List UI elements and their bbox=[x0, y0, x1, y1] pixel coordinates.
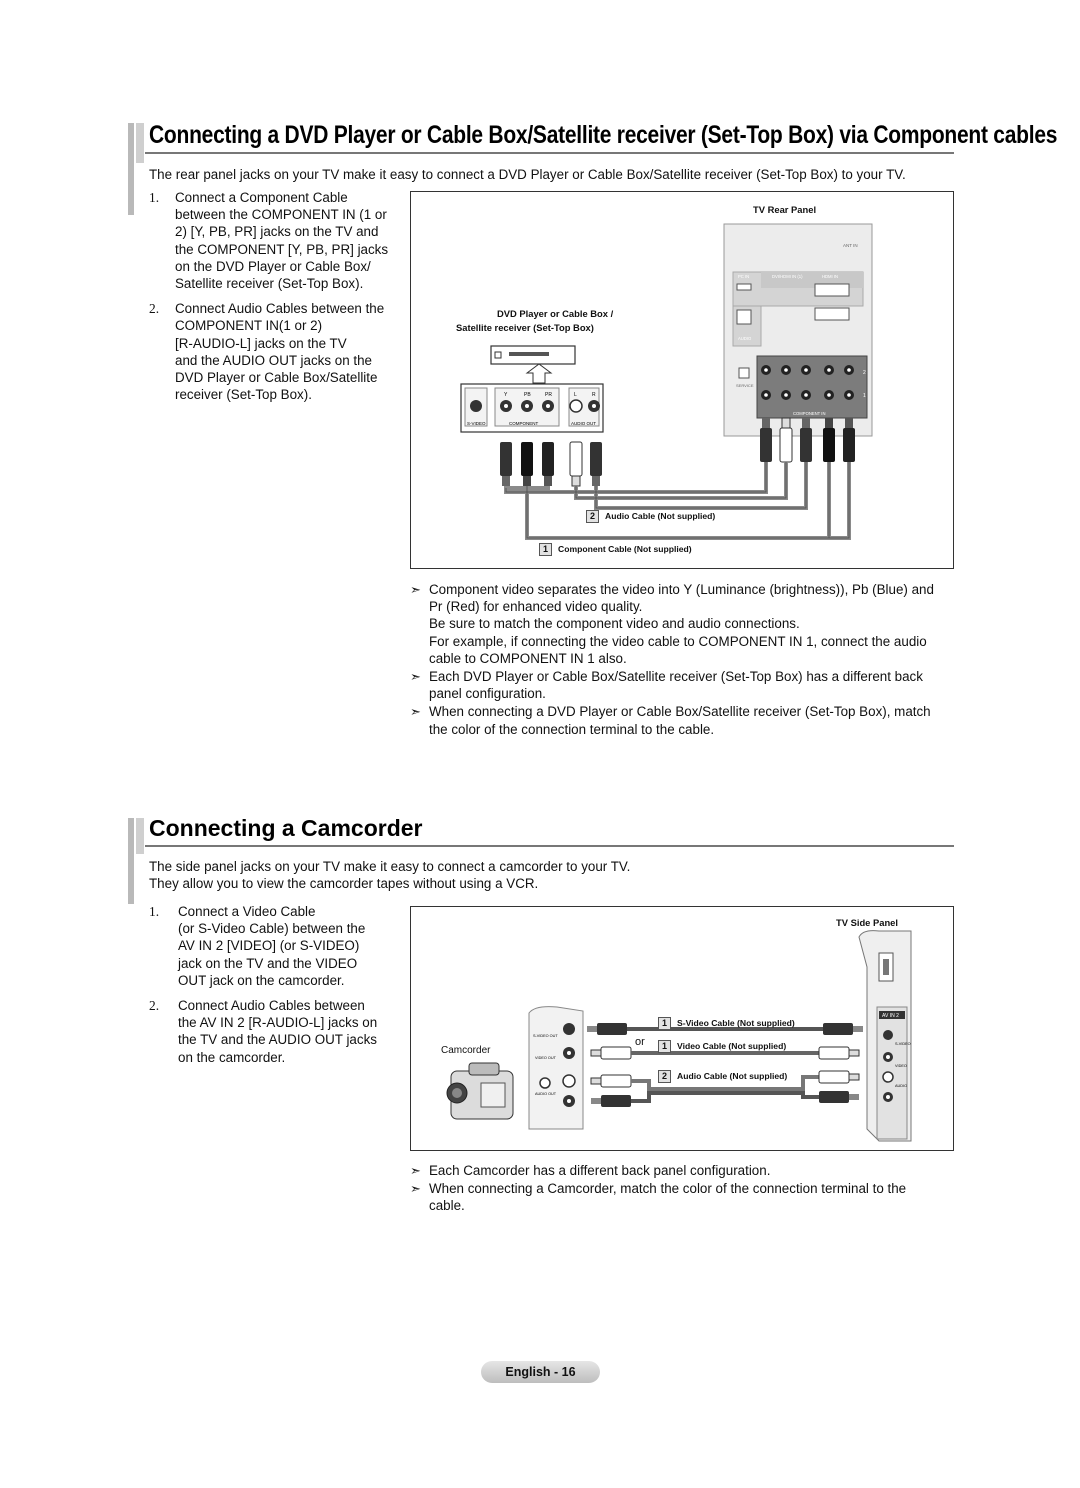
section1-steps bbox=[149, 189, 409, 411]
tv-text-component: COMPONENT IN bbox=[793, 411, 826, 416]
note-text: the color of the connection terminal to the cable. bbox=[429, 721, 715, 737]
or-text: or bbox=[635, 1036, 645, 1048]
note-arrow-icon: ➣ bbox=[410, 582, 421, 597]
step-number: 2. bbox=[149, 998, 160, 1014]
component-connection-figure bbox=[410, 191, 954, 569]
section2-heading: Connecting a Camcorder bbox=[149, 815, 423, 841]
tv-text-2: 2 bbox=[863, 370, 866, 376]
section-marker-bar-inner bbox=[136, 818, 144, 854]
step-line: jack on the TV and the VIDEO bbox=[178, 955, 358, 971]
note-text: cable to COMPONENT IN 1 also. bbox=[429, 650, 627, 666]
dvd-player-icon bbox=[491, 346, 575, 383]
cable-text: Audio Cable (Not supplied) bbox=[605, 510, 716, 521]
cable-text: Video Cable (Not supplied) bbox=[677, 1040, 787, 1051]
side-text-avin2: AV IN 2 bbox=[882, 1013, 899, 1019]
group-label-audioout: AUDIO OUT bbox=[571, 421, 597, 426]
step-line: Satellite receiver (Set-Top Box). bbox=[175, 276, 364, 292]
step-item bbox=[149, 997, 409, 1066]
note-arrow-icon: ➣ bbox=[410, 704, 421, 720]
note-arrow-icon: ➣ bbox=[410, 1163, 421, 1178]
cable-badge: 1 bbox=[539, 543, 552, 556]
jack-label-r: R bbox=[592, 392, 596, 398]
jack-label-y: Y bbox=[504, 392, 508, 398]
note-text: panel configuration. bbox=[429, 686, 546, 702]
step-number: 2. bbox=[149, 301, 160, 317]
note-text: Pr (Red) for enhanced video quality. bbox=[429, 599, 643, 615]
jack-l bbox=[570, 400, 582, 412]
jack-label-pr: PR bbox=[545, 392, 552, 398]
cam-text-svideo: S-VIDEO OUT bbox=[533, 1034, 558, 1038]
step-number: 1. bbox=[149, 190, 160, 205]
tv-text-1: 1 bbox=[863, 393, 866, 399]
step-line: the COMPONENT [Y, PB, PR] jacks bbox=[175, 241, 389, 257]
section1-intro: The rear panel jacks on your TV make it easy to connect a DVD Player or Cable Box/Satellite receiver (Set-Top Box) to your TV. bbox=[149, 167, 906, 182]
section-marker-bar-inner bbox=[136, 123, 144, 163]
step-line: between the COMPONENT IN (1 or bbox=[175, 207, 387, 223]
device-plugs bbox=[500, 442, 602, 486]
device-label-line2: Satellite receiver (Set-Top Box) bbox=[456, 322, 594, 333]
note-item bbox=[410, 703, 970, 737]
step-line: (or S-Video Cable) between the bbox=[178, 921, 366, 937]
tv-text-pc: PC IN bbox=[738, 274, 750, 279]
tv-text-ant: ANT IN bbox=[843, 243, 858, 248]
step-number: 1. bbox=[149, 904, 160, 919]
note-text: When connecting a DVD Player or Cable Box/Satellite receiver (Set-Top Box), match bbox=[429, 704, 931, 720]
side-text-audio: AUDIO bbox=[895, 1084, 908, 1088]
tv-text-service: SERVICE bbox=[736, 383, 754, 388]
svideo-cable-label bbox=[658, 1017, 795, 1030]
section2-intro bbox=[149, 858, 849, 892]
step-item bbox=[149, 189, 409, 292]
camcorder-connection-figure bbox=[410, 906, 954, 1151]
cable-badge: 2 bbox=[658, 1070, 671, 1083]
side-svideo-jack bbox=[883, 1030, 893, 1040]
device-label-line1: DVD Player or Cable Box / bbox=[497, 308, 614, 319]
cam-text-audio: AUDIO OUT bbox=[535, 1092, 557, 1096]
intro-line: The side panel jacks on your TV make it easy to connect a camcorder to your TV. bbox=[149, 859, 631, 874]
note-item bbox=[410, 1162, 970, 1179]
step-line: AV IN 2 [VIDEO] (or S-VIDEO) bbox=[178, 938, 360, 954]
group-label-svideo: S-VIDEO bbox=[467, 421, 486, 426]
note-text: For example, if connecting the video cable to COMPONENT IN 1, connect the audio bbox=[429, 633, 927, 649]
audio-cable-label bbox=[658, 1070, 787, 1083]
step-line: Connect a Component Cable bbox=[175, 190, 348, 205]
intro-line: They allow you to view the camcorder tapes without using a VCR. bbox=[149, 876, 539, 891]
jack-label-l: L bbox=[574, 392, 577, 398]
tv-text-dvi: DVI/HDMI IN (1) bbox=[772, 274, 803, 279]
step-line: Connect Audio Cables between bbox=[178, 998, 365, 1014]
tv-side-panel-label: TV Side Panel bbox=[836, 917, 898, 928]
note-item bbox=[410, 668, 970, 702]
tv-side-panel-graphic bbox=[859, 931, 911, 1141]
camcorder-icon bbox=[447, 1063, 513, 1119]
page-number-badge: English - 16 bbox=[481, 1361, 600, 1383]
note-text: When connecting a Camcorder, match the color of the connection terminal to the bbox=[429, 1181, 907, 1197]
note-text: Component video separates the video into Y (Luminance (brightness)), Pb (Blue) and bbox=[429, 582, 934, 597]
note-arrow-icon: ➣ bbox=[410, 1181, 421, 1197]
section-marker-bar bbox=[128, 123, 134, 215]
step-item bbox=[149, 903, 409, 989]
section1-notes bbox=[410, 581, 970, 739]
section2-notes bbox=[410, 1162, 970, 1216]
step-line: DVD Player or Cable Box/Satellite bbox=[175, 370, 378, 386]
cam-text-video: VIDEO OUT bbox=[535, 1056, 556, 1060]
section1-rule bbox=[145, 152, 954, 154]
step-line: the TV and the AUDIO OUT jacks bbox=[178, 1032, 377, 1048]
step-line: and the AUDIO OUT jacks on the bbox=[175, 352, 372, 368]
component-cable-label bbox=[539, 543, 692, 556]
camcorder-jack-panel bbox=[529, 1007, 583, 1129]
cable-text: S-Video Cable (Not supplied) bbox=[677, 1017, 795, 1028]
group-label-component: COMPONENT bbox=[509, 421, 539, 426]
section-marker-bar bbox=[128, 818, 134, 904]
tv-rear-panel-graphic bbox=[724, 224, 872, 436]
audio-cable-label bbox=[586, 510, 715, 523]
step-line: the AV IN 2 [R-AUDIO-L] jacks on bbox=[178, 1015, 378, 1031]
side-text-svideo: S-VIDEO bbox=[895, 1042, 911, 1046]
step-line: OUT jack on the camcorder. bbox=[178, 972, 345, 988]
cable-badge: 1 bbox=[658, 1040, 671, 1053]
camcorder-label: Camcorder bbox=[441, 1045, 491, 1056]
step-line: on the camcorder. bbox=[178, 1049, 286, 1065]
section1-heading: Connecting a DVD Player or Cable Box/Satellite receiver (Set-Top Box) via Component cables bbox=[149, 121, 1058, 149]
note-item bbox=[410, 1180, 970, 1214]
section2-rule bbox=[145, 845, 954, 847]
tv-text-audio: AUDIO bbox=[738, 336, 752, 341]
svideo-jack bbox=[470, 400, 482, 412]
step-line: receiver (Set-Top Box). bbox=[175, 387, 312, 403]
tv-text-hdmi: HDMI IN bbox=[822, 274, 839, 279]
note-text: Be sure to match the component video and audio connections. bbox=[429, 616, 800, 632]
cable-text: Component Cable (Not supplied) bbox=[558, 543, 692, 554]
step-item bbox=[149, 300, 409, 403]
step-line: [R-AUDIO-L] jacks on the TV bbox=[175, 335, 347, 351]
section2-steps bbox=[149, 903, 409, 1074]
side-text-video: VIDEO bbox=[895, 1064, 907, 1068]
step-line: on the DVD Player or Cable Box/ bbox=[175, 258, 371, 274]
jack-label-pb: PB bbox=[524, 392, 531, 398]
cable-text: Audio Cable (Not supplied) bbox=[677, 1070, 788, 1081]
side-audio-l-jack bbox=[883, 1072, 893, 1082]
note-text: Each DVD Player or Cable Box/Satellite receiver (Set-Top Box) has a different back bbox=[429, 669, 923, 685]
note-text: cable. bbox=[429, 1198, 465, 1214]
video-cable-label bbox=[658, 1040, 786, 1053]
note-arrow-icon: ➣ bbox=[410, 669, 421, 685]
step-line: Connect Audio Cables between the bbox=[175, 301, 385, 317]
tv-rear-panel-label: TV Rear Panel bbox=[753, 204, 817, 215]
cable-badge: 1 bbox=[658, 1017, 671, 1030]
cable-badge: 2 bbox=[586, 510, 599, 523]
note-text: Each Camcorder has a different back panel configuration. bbox=[429, 1163, 771, 1178]
step-line: COMPONENT IN(1 or 2) bbox=[175, 318, 323, 334]
note-item bbox=[410, 581, 970, 667]
step-line: Connect a Video Cable bbox=[178, 904, 316, 919]
step-line: 2) [Y, PB, PR] jacks on the TV and bbox=[175, 224, 379, 240]
